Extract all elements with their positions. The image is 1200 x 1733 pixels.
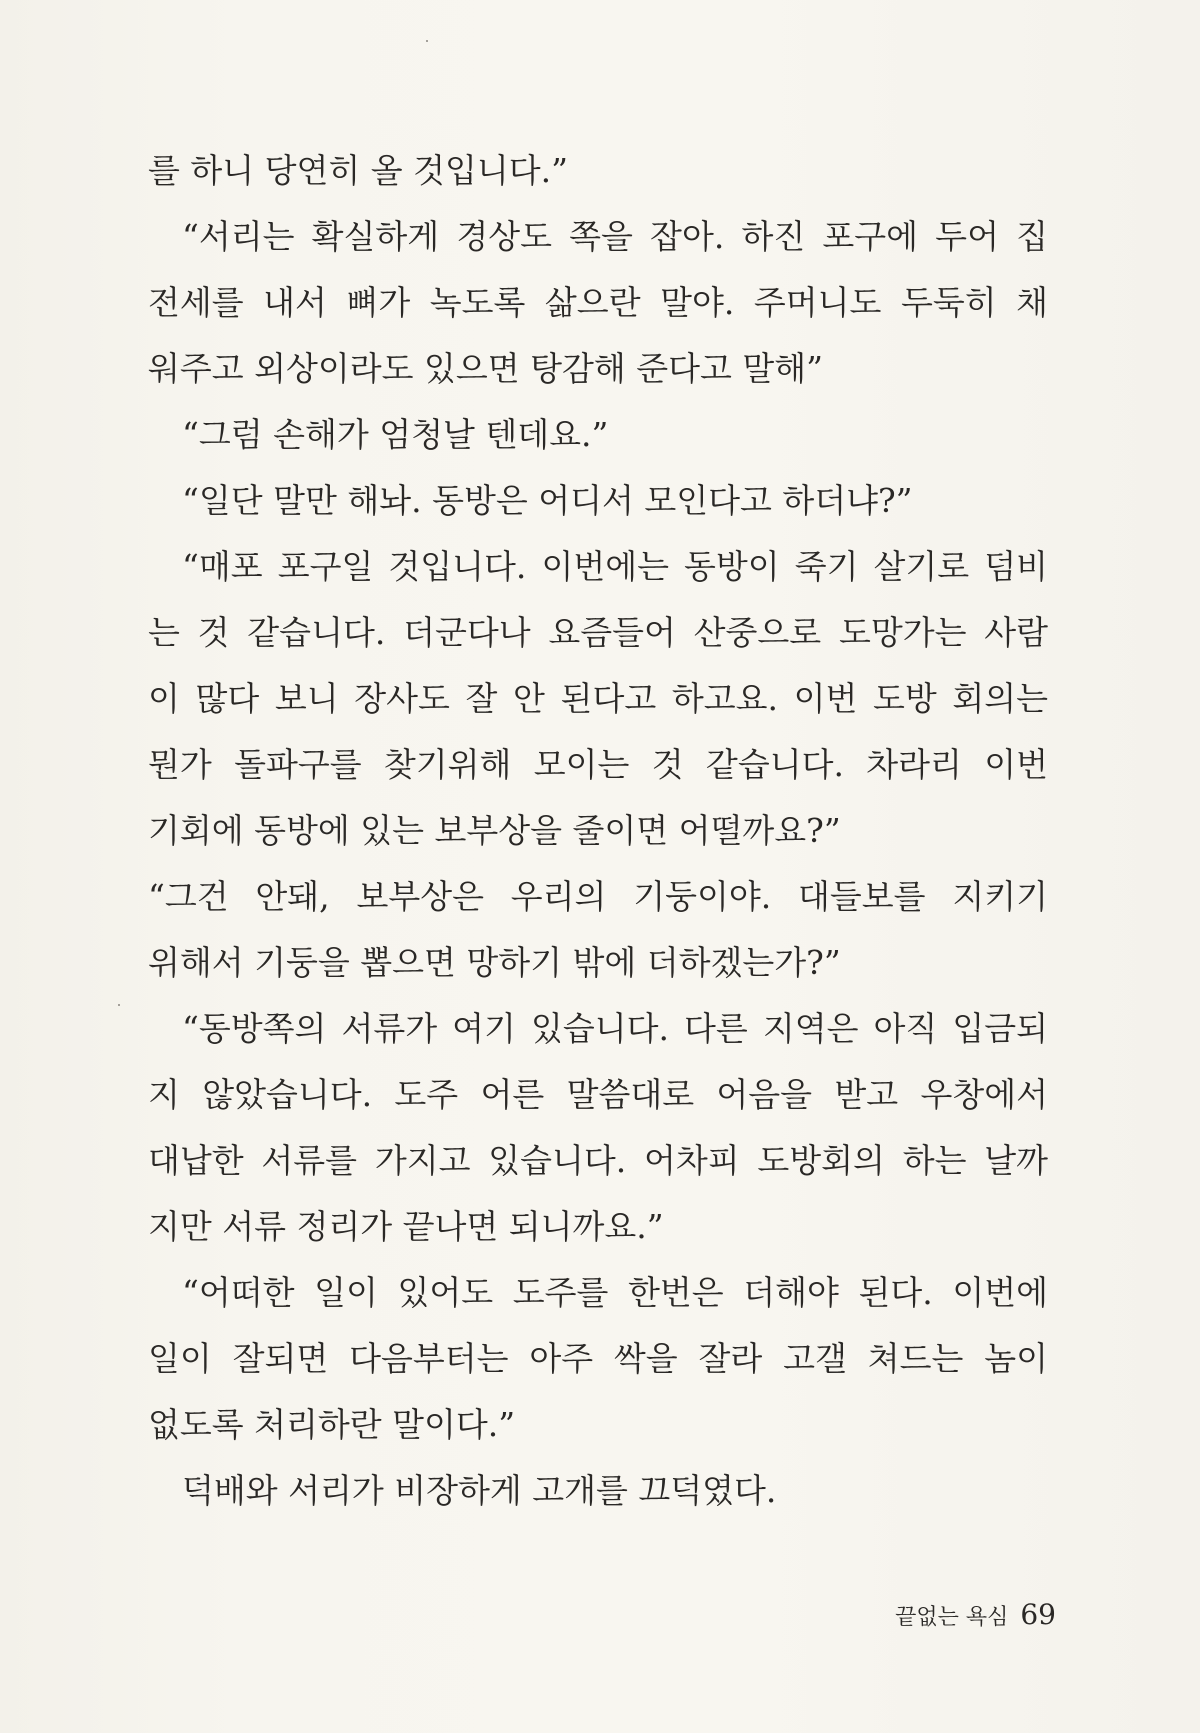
text-line: 이 많다 보니 장사도 잘 안 된다고 하고요. 이번 도방 회의는 xyxy=(148,679,1048,718)
body-text xyxy=(148,138,1048,1524)
text-line: 를 하니 당연히 올 것입니다.” xyxy=(148,151,568,190)
text-line: 는 것 같습니다. 더군다나 요즘들어 산중으로 도망가는 사람 xyxy=(148,613,1048,652)
page-number: 69 xyxy=(1020,1598,1056,1631)
text-line: 대납한 서류를 가지고 있습니다. 어차피 도방회의 하는 날까 xyxy=(148,1141,1048,1180)
text-line: 일이 잘되면 다음부터는 아주 싹을 잘라 고갤 쳐드는 놈이 xyxy=(148,1339,1048,1378)
paper-speck xyxy=(426,40,428,42)
text-line: “동방쪽의 서류가 여기 있습니다. 다른 지역은 아직 입금되 xyxy=(182,1009,1048,1048)
text-line: 지 않았습니다. 도주 어른 말씀대로 어음을 받고 우창에서 xyxy=(148,1075,1048,1114)
paper-speck xyxy=(118,1004,120,1006)
text-line: 워주고 외상이라도 있으면 탕감해 준다고 말해” xyxy=(148,349,824,388)
running-chapter-title: 끝없는 욕심 xyxy=(895,1605,1009,1630)
text-line: 덕배와 서리가 비장하게 고개를 끄덕였다. xyxy=(182,1471,777,1510)
text-line: “서리는 확실하게 경상도 쪽을 잡아. 하진 포구에 두어 집 xyxy=(182,217,1048,256)
text-line: 기회에 동방에 있는 보부상을 줄이면 어떨까요?” xyxy=(148,811,841,850)
text-line: “그럼 손해가 엄청날 텐데요.” xyxy=(182,415,609,454)
text-line: 지만 서류 정리가 끝나면 되니까요.” xyxy=(148,1207,664,1246)
text-line: 위해서 기둥을 뽑으면 망하기 밖에 더하겠는가?” xyxy=(148,943,841,982)
text-line: 없도록 처리하란 말이다.” xyxy=(148,1405,516,1444)
text-line: 전세를 내서 뼈가 녹도록 삶으란 말야. 주머니도 두둑히 채 xyxy=(148,283,1048,322)
text-line: “그건 안돼, 보부상은 우리의 기둥이야. 대들보를 지키기 xyxy=(148,877,1048,916)
text-line: “어떠한 일이 있어도 도주를 한번은 더해야 된다. 이번에 xyxy=(182,1273,1048,1312)
text-line: “매포 포구일 것입니다. 이번에는 동방이 죽기 살기로 덤비 xyxy=(182,547,1048,586)
text-line: “일단 말만 해놔. 동방은 어디서 모인다고 하더냐?” xyxy=(182,481,913,520)
text-line: 뭔가 돌파구를 찾기위해 모이는 것 같습니다. 차라리 이번 xyxy=(148,745,1048,784)
page-footer xyxy=(895,1598,1056,1631)
